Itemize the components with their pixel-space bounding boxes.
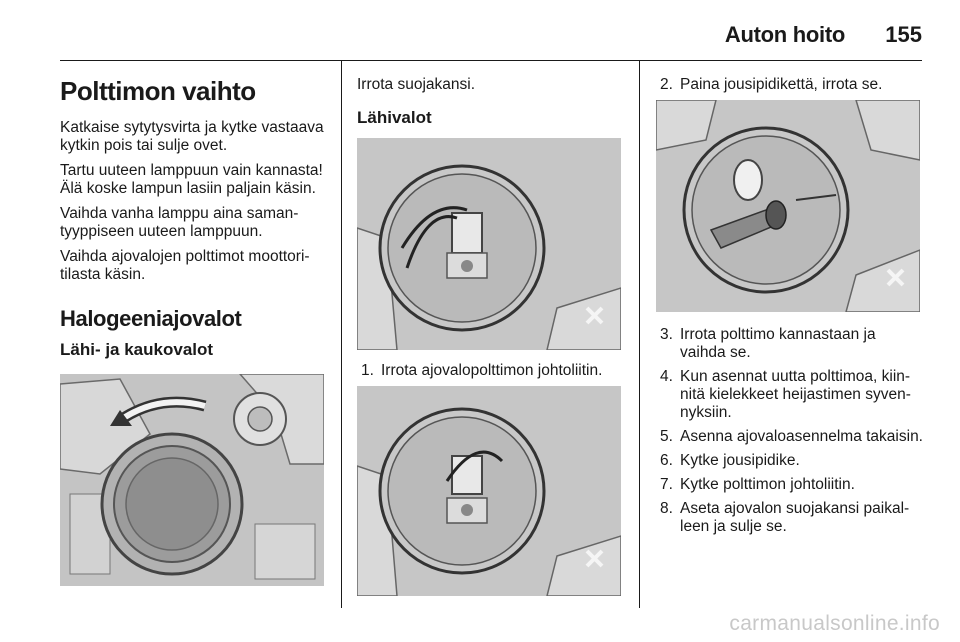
step-number: 7. (660, 476, 673, 493)
step-item (656, 428, 924, 446)
figure-bulb-removal (656, 100, 920, 312)
paragraph-same-type: Vaihda vanha lamppu aina samantyyppiseen uuteen lamppuun. (60, 205, 299, 240)
running-header-title: Auton hoito (724, 22, 845, 47)
step-item (656, 500, 924, 536)
step-number: 1. (361, 362, 374, 379)
step-number: 3. (660, 326, 673, 343)
step-number: 5. (660, 428, 673, 445)
steps-list-column-3-top (656, 76, 924, 94)
figure-headlamp-cover (60, 374, 324, 586)
step-number: 2. (660, 76, 673, 93)
section-title: Polttimon vaihto (60, 76, 256, 106)
paragraph-engine-compartment: Vaihda ajovalojen polttimot moottoritilasta käsin. (60, 248, 310, 283)
intro-remove-cover: Irrota suojakansi. (357, 76, 476, 93)
step-item (656, 326, 924, 362)
step-item (656, 476, 924, 494)
subsection-title: Halogeeniajovalot (60, 306, 242, 331)
paragraph-handle-bulb: Tartu uuteen lamppuun vain kannasta! Älä koske lampun lasiin paljain käsin. (60, 162, 323, 197)
step-text: Asenna ajovaloasennelma takaisin. (680, 428, 923, 445)
step-text: Kytke jousipidike. (680, 452, 800, 469)
step-text: Kun asennat uutta polttimoa, kiinnitä kielekkeet heijastimen syvennyksiin. (680, 368, 911, 421)
headlamp-cover-illustration (60, 374, 324, 586)
step-text: Irrota ajovalopolttimon johtoliitin. (381, 362, 603, 379)
column-divider-2 (639, 60, 640, 608)
column-1 (60, 60, 328, 586)
step-item (357, 362, 625, 380)
step-text: Paina jousipidikettä, irrota se. (680, 76, 883, 93)
step-number: 4. (660, 368, 673, 385)
column-divider-1 (341, 60, 342, 608)
figure-low-beam-clip (357, 386, 621, 596)
step-number: 6. (660, 452, 673, 469)
low-beam-clip-illustration (357, 386, 621, 596)
paragraph-ignition: Katkaise sytytysvirta ja kytke vastaava kytkin pois tai sulje ovet. (60, 119, 324, 154)
column-2 (357, 60, 625, 596)
step-text: Irrota polttimo kannastaan ja vaihda se. (680, 326, 876, 361)
bulb-removal-illustration (656, 100, 920, 312)
low-beam-connector-illustration (357, 138, 621, 350)
step-text: Kytke polttimon johtoliitin. (680, 476, 855, 493)
steps-list-column-2 (357, 362, 625, 380)
column-3 (656, 60, 924, 542)
step-item (656, 76, 924, 94)
figure-low-beam-connector (357, 138, 621, 350)
step-item (656, 368, 924, 422)
subheading-low-beam: Lähivalot (357, 108, 432, 127)
step-number: 8. (660, 500, 673, 517)
watermark: carmanualsonline.info (729, 612, 940, 635)
page-number: 155 (885, 22, 922, 47)
steps-list-column-3 (656, 326, 924, 536)
step-text: Aseta ajovalon suojakansi paikalleen ja sulje se. (680, 500, 910, 535)
subheading-low-high-beam: Lähi- ja kaukovalot (60, 340, 214, 359)
step-item (656, 452, 924, 470)
